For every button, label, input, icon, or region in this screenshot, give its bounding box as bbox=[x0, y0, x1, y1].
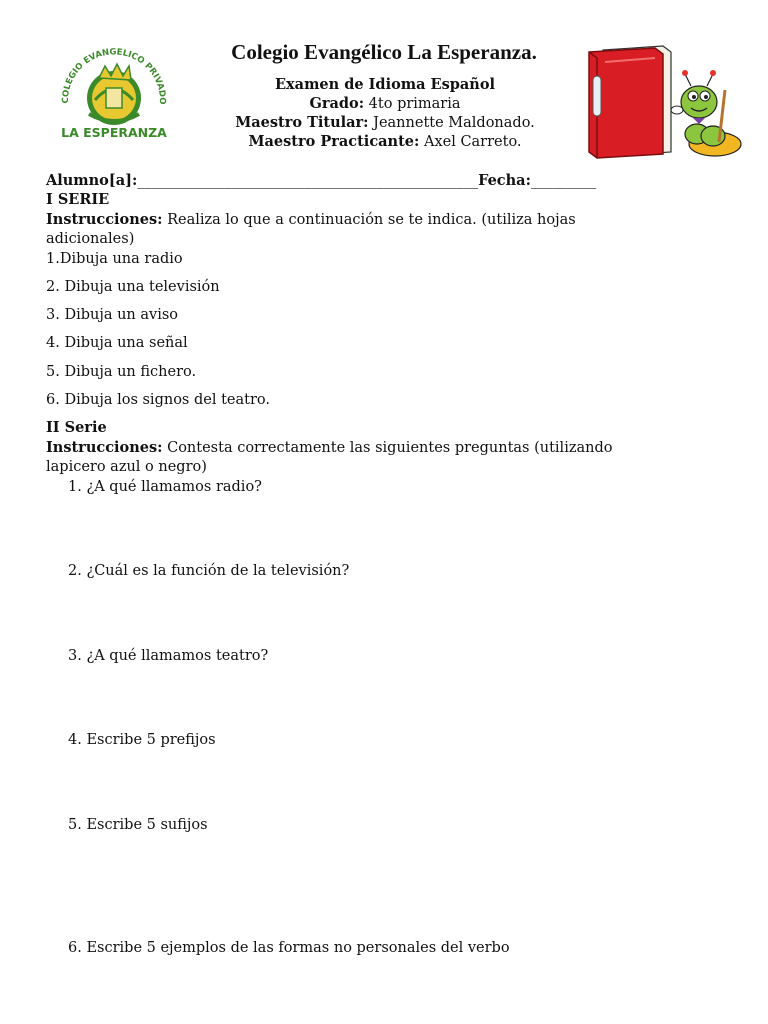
serie1-item: 5. Dibuja un fichero. bbox=[46, 364, 197, 380]
titular-value: Jeannette Maldonado. bbox=[373, 115, 535, 131]
serie2-title: II Serie bbox=[46, 419, 107, 436]
serie1-instructions bbox=[46, 211, 576, 228]
serie2-question: 3. ¿A qué llamamos teatro? bbox=[68, 648, 269, 664]
serie1-item: 3. Dibuja un aviso bbox=[46, 307, 179, 323]
serie1-instructions-cont: adicionales) bbox=[46, 231, 135, 247]
practicante-label: Maestro Practicante: bbox=[248, 133, 420, 150]
serie2-question: 5. Escribe 5 sufijos bbox=[68, 817, 208, 833]
titular-label: Maestro Titular: bbox=[235, 114, 369, 131]
book-worm-clipart bbox=[585, 42, 745, 160]
logo-arc-text: COLEGIO EVANGELICO PRIVADO bbox=[60, 48, 168, 105]
serie1-item: 6. Dibuja los signos del teatro. bbox=[46, 392, 270, 408]
student-line bbox=[46, 172, 596, 189]
fecha-label: Fecha: bbox=[478, 172, 531, 189]
practicante-value: Axel Carreto. bbox=[423, 134, 522, 150]
practicante-line bbox=[150, 132, 620, 152]
serie2-question: 4. Escribe 5 prefijos bbox=[68, 732, 216, 748]
serie2-instructions bbox=[46, 439, 612, 456]
serie2-question: 1. ¿A qué llamamos radio? bbox=[68, 479, 262, 495]
alumno-label: Alumno[a]: bbox=[46, 172, 138, 189]
serie2-question: 2. ¿Cuál es la función de la televisión? bbox=[68, 563, 350, 579]
serie1-item: 4. Dibuja una señal bbox=[46, 335, 188, 351]
alumno-field[interactable]: _______________________________________________ bbox=[137, 173, 479, 189]
serie1-item: 1.Dibuja una radio bbox=[46, 251, 183, 267]
titular-line bbox=[150, 113, 620, 133]
logo-name: LA ESPERANZA bbox=[61, 125, 167, 140]
serie1-instr-label: Instrucciones: bbox=[46, 211, 163, 228]
serie2-instr-label: Instrucciones: bbox=[46, 439, 163, 456]
exam-title: Examen de Idioma Español bbox=[274, 76, 496, 93]
serie2-question: 6. Escribe 5 ejemplos de las formas no personales del verbo bbox=[68, 940, 510, 956]
school-title: Colegio Evangélico La Esperanza. bbox=[231, 40, 537, 64]
serie2-instructions-cont: lapicero azul o negro) bbox=[46, 459, 207, 475]
fecha-field[interactable]: _________ bbox=[530, 173, 597, 189]
serie1-instr-text: Realiza lo que a continuación se te indica. (utiliza hojas bbox=[162, 212, 576, 228]
grado-label: Grado: bbox=[309, 95, 365, 112]
grado-value: 4to primaria bbox=[368, 96, 461, 112]
serie2-instr-text: Contesta correctamente las siguientes preguntas (utilizando bbox=[162, 440, 613, 456]
grado-line bbox=[150, 94, 620, 114]
book-icon bbox=[585, 42, 745, 160]
serie1-title: I SERIE bbox=[46, 191, 110, 208]
serie1-item: 2. Dibuja una televisión bbox=[46, 279, 220, 295]
